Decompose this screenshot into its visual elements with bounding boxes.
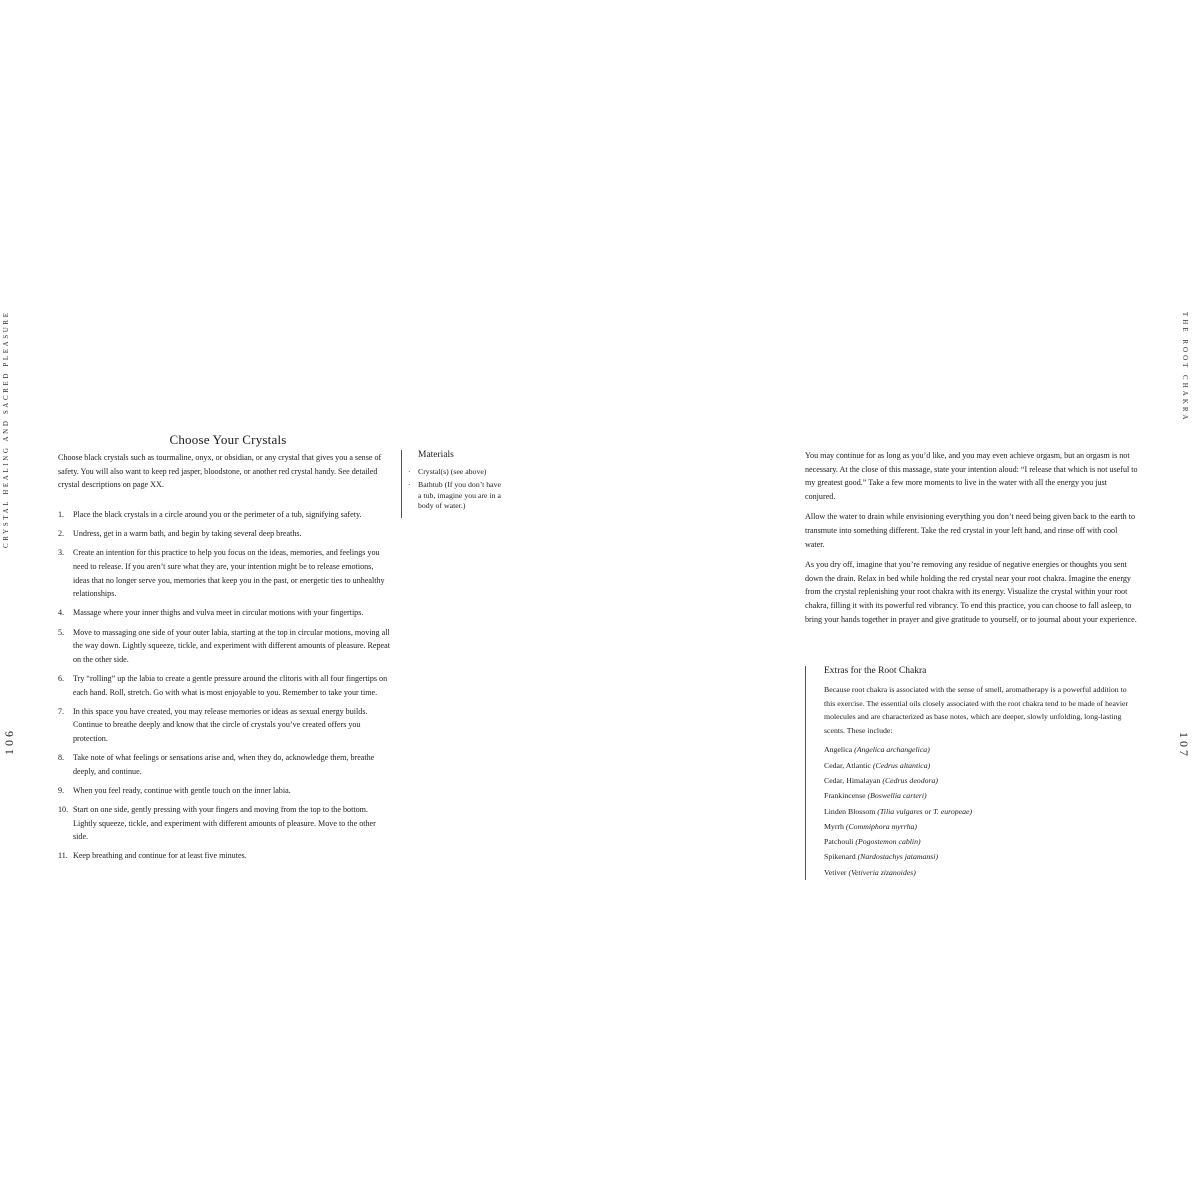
- list-item: [58, 508, 391, 522]
- steps-list: [58, 508, 391, 869]
- step-text: Massage where your inner thighs and vulva meet in circular motions with your fingertips.: [73, 608, 364, 618]
- list-item: [408, 467, 505, 477]
- list-item: [824, 849, 1138, 864]
- oil-latin-name-alt: T. europeae): [933, 806, 973, 816]
- material-text: Bathtub (If you don’t have a tub, imagine you are in a body of water.): [418, 480, 502, 511]
- body-paragraph: Allow the water to drain while envisioning everything you don’t need being given back to the earth to transmute into something different. Take the red crystal in your left hand, and rinse off with cool water.: [805, 512, 1136, 549]
- step-number: 8.: [58, 753, 65, 763]
- list-item: [58, 803, 391, 844]
- step-number: 3.: [58, 548, 65, 558]
- list-item: [824, 773, 1138, 788]
- oil-name: Vetiver: [824, 867, 849, 877]
- bullet-icon: ·: [408, 480, 411, 490]
- oil-latin-name: (Nardostachys jatamansi): [857, 852, 939, 862]
- list-item: [824, 819, 1138, 834]
- oil-connector: or: [922, 806, 934, 816]
- step-number: 6.: [58, 673, 65, 683]
- step-text: Try “rolling” up the labia to create a gentle pressure around the clitoris with all four fingertips on each hand. Roll, stretch. Go with what is most enjoyable to you. Remember to take your time.: [73, 673, 388, 697]
- step-text: Undress, get in a warm bath, and begin by taking several deep breaths.: [73, 529, 302, 539]
- oil-name: Linden Blossom: [824, 806, 878, 816]
- page-number-right: 107: [1177, 731, 1191, 759]
- step-text: Move to massaging one side of your outer labia, starting at the top in circular motions, moving all the way down. Lightly squeeze, tickle, and experiment with different amounts of pleasure. Repeat on the other side.: [73, 627, 390, 664]
- step-number: 7.: [58, 706, 65, 716]
- step-text: Take note of what feelings or sensations arise and, when they do, acknowledge them, breathe deeply, and continue.: [73, 753, 375, 776]
- extras-sidebar: [805, 666, 1138, 880]
- list-item: [58, 626, 391, 667]
- oil-latin-name: (Angelica archangelica): [854, 745, 930, 755]
- oil-name: Patchouli: [824, 837, 856, 847]
- oil-latin-name: (Pogostemon cablin): [855, 837, 921, 847]
- list-item: [58, 705, 391, 746]
- step-number: 9.: [58, 785, 65, 795]
- step-text: Start on one side, gently pressing with your fingers and moving from the top to the bottom. Lightly squeeze, tickle, and experiment with different amounts of pleasure. Move to the other side.: [73, 805, 376, 842]
- running-head-right: THE ROOT CHAKRA: [1181, 312, 1189, 423]
- essential-oils-list: [824, 742, 1138, 880]
- step-text: Create an intention for this practice to help you focus on the ideas, memories, and feelings you need to release. If you aren’t sure what they are, your intention might be to release emotions, ideas that no longer serve you, memories that keep you in the past, or energetic ties to unhealthy relationships.: [73, 548, 385, 599]
- bullet-icon: ·: [408, 467, 411, 476]
- step-number: 2.: [58, 529, 65, 539]
- step-number: 10.: [58, 805, 69, 815]
- list-item: [58, 606, 391, 620]
- oil-name: Cedar, Himalayan: [824, 775, 883, 785]
- step-text: In this space you have created, you may release memories or ideas as sexual energy builds. Continue to breathe deeply and know that the circle of crystals you’ve created offers you protection.: [73, 706, 368, 743]
- list-item: [58, 527, 391, 541]
- running-head-left: CRYSTAL HEALING AND SACRED PLEASURE: [2, 310, 10, 548]
- oil-latin-name: (Commiphora myrrha): [845, 821, 917, 831]
- intro-paragraph: Choose black crystals such as tourmaline, onyx, or obsidian, or any crystal that gives you a sense of safety. You will also want to keep red jasper, bloodstone, or another red crystal handy. See detailed crystal descriptions on page XX.: [58, 453, 382, 490]
- materials-heading: Materials: [418, 450, 454, 460]
- step-number: 4.: [58, 608, 65, 618]
- extras-heading: Extras for the Root Chakra: [824, 666, 927, 676]
- oil-name: Angelica: [824, 745, 855, 755]
- oil-name: Spikenard: [824, 852, 858, 862]
- list-item: [824, 865, 1138, 880]
- oil-latin-name: (Tilia vulgares: [877, 806, 923, 816]
- body-paragraph: You may continue for as long as you’d like, and you may even achieve orgasm, but an orgasm is not necessary. At the close of this massage, state your intention aloud: “I release that which is not useful to my greatest good.” Take a few more moments to live in the water with all the energy you just conjured.: [805, 451, 1138, 501]
- oil-latin-name: (Vetiveria zizanoides): [848, 867, 916, 877]
- oil-latin-name: (Cedrus deodora): [882, 775, 939, 785]
- list-item: [824, 788, 1138, 803]
- list-item: [58, 751, 391, 778]
- list-item: [824, 758, 1138, 773]
- page-number-left: 106: [2, 728, 16, 756]
- oil-name: Myrrh: [824, 821, 846, 831]
- oil-name: Frankincense: [824, 791, 868, 801]
- list-item: [58, 672, 391, 699]
- list-item: [58, 784, 391, 798]
- oil-name: Cedar, Atlantic: [824, 760, 873, 770]
- list-item: [824, 742, 1138, 757]
- list-item: [408, 480, 505, 511]
- material-text: Crystal(s) (see above): [418, 467, 487, 476]
- section-title: Choose Your Crystals: [169, 432, 287, 447]
- list-item: [824, 834, 1138, 849]
- list-item: [824, 804, 1138, 819]
- step-text: Keep breathing and continue for at least five minutes.: [73, 851, 247, 861]
- body-paragraph: As you dry off, imagine that you’re removing any residue of negative energies or thoughts you sent down the drain. Relax in bed while holding the red crystal near your root chakra. Imagine the energy from the crystal replenishing your root chakra with its energy. Visualize the crystal within your root chakra, filling it with its powerful red vibrancy. To end this practice, you can choose to fall asleep, to bring your hands together in prayer and give gratitude to yourself, or to journal about your experience.: [805, 560, 1137, 624]
- list-item: [58, 849, 391, 863]
- list-item: [58, 546, 391, 600]
- step-number: 5.: [58, 627, 65, 637]
- materials-list: [408, 467, 505, 512]
- right-page-body: [805, 449, 1138, 633]
- step-number: 11.: [58, 851, 68, 861]
- step-text: Place the black crystals in a circle around you or the perimeter of a tub, signifying safety.: [73, 510, 362, 519]
- materials-sidebar: [401, 450, 505, 518]
- step-text: When you feel ready, continue with gentle touch on the inner labia.: [73, 785, 291, 795]
- oil-latin-name: (Boswellia carteri): [867, 791, 927, 801]
- step-number: 1.: [58, 510, 65, 519]
- oil-latin-name: (Cedrus altantica): [872, 760, 931, 770]
- extras-intro: Because root chakra is associated with the sense of smell, aromatherapy is a powerful addition to this exercise. The essential oils closely associated with the root chakra tend to be made of heavier molecules and are characterized as base notes, which are deeper, slowly unfolding, long-lasting scents. These include:: [824, 685, 1129, 735]
